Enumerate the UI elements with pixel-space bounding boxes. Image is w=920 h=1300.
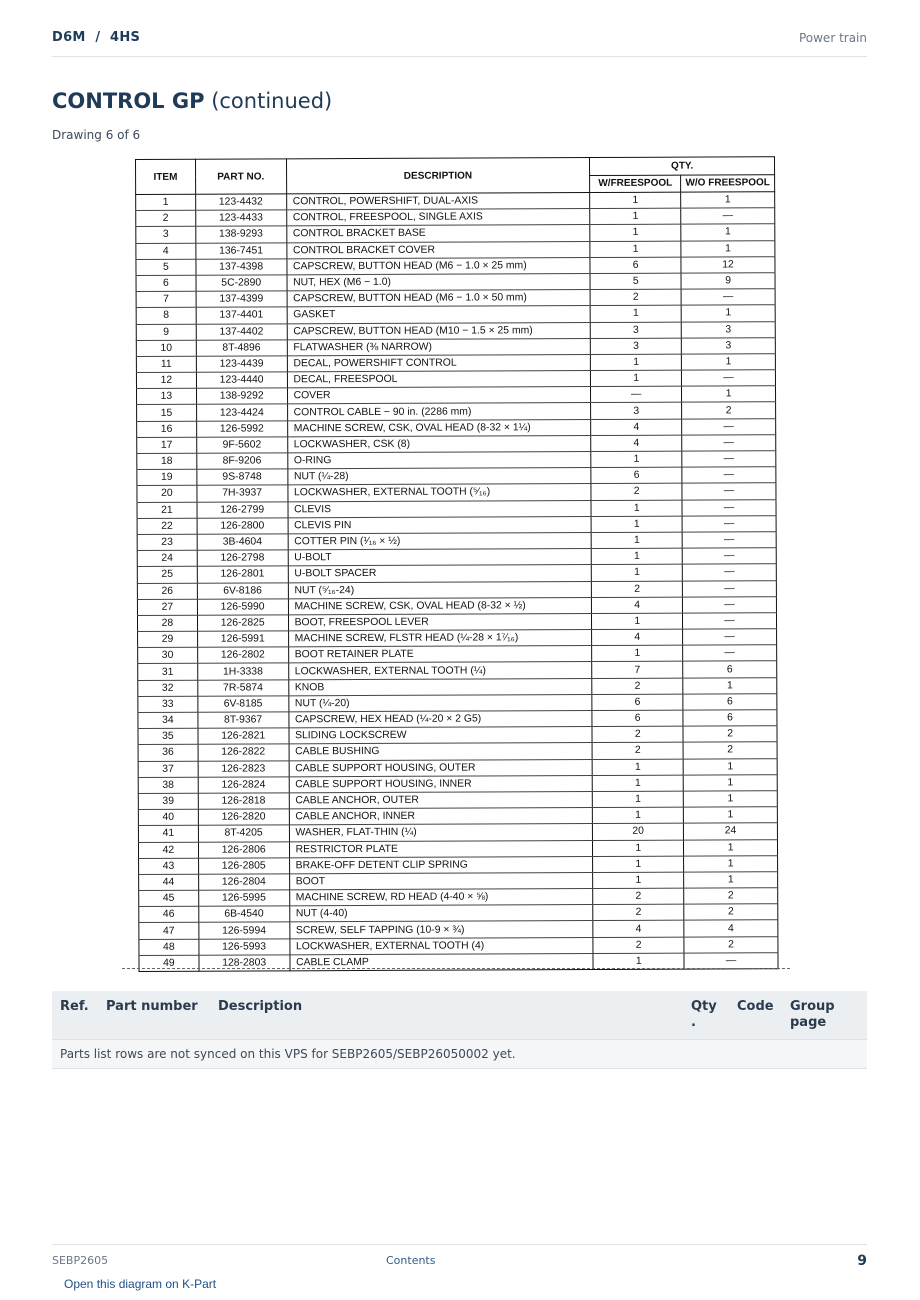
title-suffix: (continued) (204, 89, 333, 113)
item-cell: 45 (139, 890, 199, 906)
item-cell: 10 (136, 340, 196, 356)
qty-w-freespool-cell: 5 (590, 273, 681, 290)
description-cell: CAPSCREW, BUTTON HEAD (M10 − 1.5 × 25 mm) (287, 322, 591, 340)
description-cell: MACHINE SCREW, CSK, OVAL HEAD (8-32 × 1¼) (287, 419, 591, 437)
qty-wo-freespool-cell: — (682, 451, 776, 468)
scan-table (135, 156, 779, 972)
description-cell: CABLE ANCHOR, OUTER (289, 791, 593, 809)
qty-wo-freespool-cell: 1 (681, 192, 775, 209)
item-cell: 24 (137, 550, 197, 566)
qty-wo-freespool-cell: 2 (683, 726, 777, 743)
item-cell: 4 (136, 243, 196, 259)
qty-w-freespool-cell: 1 (590, 192, 681, 209)
qty-wo-freespool-cell: 1 (684, 839, 778, 856)
description-cell: RESTRICTOR PLATE (289, 840, 593, 858)
qty-w-freespool-cell: 1 (590, 305, 681, 322)
part-no-cell: 126-2806 (198, 841, 289, 858)
qty-w-freespool-cell: 20 (593, 823, 684, 840)
qty-w-freespool-cell: 1 (590, 224, 681, 241)
item-cell: 37 (138, 761, 198, 777)
description-cell: LOCKWASHER, CSK (8) (287, 435, 591, 453)
item-cell: 27 (137, 599, 197, 615)
qty-w-freespool-cell: 1 (593, 953, 684, 970)
qty-wo-freespool-cell: — (683, 629, 777, 646)
part-no-cell: 126-2801 (197, 566, 288, 583)
description-cell: CONTROL BRACKET COVER (286, 241, 590, 259)
doc-id: SEBP2605 (52, 1254, 109, 1267)
part-no-cell: 126-2799 (197, 501, 288, 518)
qty-wo-freespool-cell: 3 (681, 337, 775, 354)
part-no-cell: 126-2825 (197, 615, 288, 632)
item-cell: 5 (136, 259, 196, 275)
description-cell: GASKET (287, 306, 591, 324)
qty-wo-freespool-cell: 6 (683, 661, 777, 678)
qty-w-freespool-cell: 6 (591, 467, 682, 484)
qty-w-freespool-cell: 6 (592, 710, 683, 727)
part-no-cell: 126-2824 (198, 777, 289, 794)
description-cell: MACHINE SCREW, CSK, OVAL HEAD (8-32 × ½) (288, 597, 592, 615)
part-no-cell: 126-5995 (198, 890, 289, 907)
description-cell: CONTROL, FREESPOOL, SINGLE AXIS (286, 209, 590, 227)
description-cell: LOCKWASHER, EXTERNAL TOOTH (⁵⁄₁₆) (287, 484, 591, 502)
page-title (52, 89, 332, 113)
part-no-cell: 9S-8748 (197, 469, 288, 486)
description-cell: CONTROL CABLE − 90 in. (2286 mm) (287, 403, 591, 421)
qty-w-freespool-cell: 1 (593, 807, 684, 824)
description-cell: CONTROL, POWERSHIFT, DUAL-AXIS (286, 193, 590, 211)
qty-w-freespool-cell: 4 (593, 921, 684, 938)
qty-wo-freespool-cell: — (683, 613, 777, 630)
qty-w-freespool-cell: 2 (593, 937, 684, 954)
qty-wo-freespool-cell: 6 (683, 694, 777, 711)
qty-wo-freespool-cell: 6 (683, 710, 777, 727)
scan-header-w-freespool: W/FREESPOOL (590, 175, 681, 193)
part-no-cell: 6V-8185 (198, 696, 289, 713)
description-cell: NUT (¼-28) (287, 468, 591, 486)
item-cell: 16 (137, 421, 197, 437)
part-no-cell: 7H-3937 (197, 485, 288, 502)
description-cell: LOCKWASHER, EXTERNAL TOOTH (¼) (288, 662, 592, 680)
part-no-cell: 126-2818 (198, 793, 289, 810)
qty-w-freespool-cell: 2 (592, 742, 683, 759)
model-label: D6M / 4HS (52, 30, 141, 45)
item-cell: 43 (139, 858, 199, 874)
item-cell: 22 (137, 518, 197, 534)
item-cell: 42 (138, 842, 198, 858)
scanned-parts-table (120, 156, 795, 974)
item-cell: 38 (138, 777, 198, 793)
description-cell: U-BOLT (288, 549, 592, 567)
item-cell: 25 (137, 567, 197, 583)
item-cell: 41 (138, 826, 198, 842)
item-cell: 20 (137, 486, 197, 502)
qty-wo-freespool-cell: 1 (683, 677, 777, 694)
part-no-cell: 9F-5602 (197, 437, 288, 454)
description-cell: KNOB (288, 678, 592, 696)
part-no-cell: 123-4424 (196, 404, 287, 421)
qty-w-freespool-cell: 1 (593, 856, 684, 873)
qty-wo-freespool-cell: 4 (684, 920, 778, 937)
item-cell: 29 (138, 631, 198, 647)
qty-w-freespool-cell: 1 (591, 516, 682, 533)
item-cell: 3 (136, 227, 196, 243)
qty-w-freespool-cell: 2 (591, 483, 682, 500)
qty-w-freespool-cell: 2 (593, 904, 684, 921)
scan-header-part-no: PART NO. (195, 159, 286, 194)
item-cell: 39 (138, 793, 198, 809)
qty-w-freespool-cell: 3 (591, 338, 682, 355)
qty-wo-freespool-cell: — (682, 564, 776, 581)
qty-wo-freespool-cell: — (683, 645, 777, 662)
qty-w-freespool-cell: 1 (593, 840, 684, 857)
qty-w-freespool-cell: 2 (593, 888, 684, 905)
scan-bottom-rule (122, 968, 790, 969)
description-cell: BOOT RETAINER PLATE (288, 646, 592, 664)
description-cell: CABLE SUPPORT HOUSING, INNER (289, 775, 593, 793)
part-no-cell: 137-4399 (196, 291, 287, 308)
qty-w-freespool-cell: 1 (591, 354, 682, 371)
qty-w-freespool-cell: 1 (593, 872, 684, 889)
item-cell: 33 (138, 696, 198, 712)
qty-wo-freespool-cell: 1 (682, 386, 776, 403)
description-cell: CABLE CLAMP (290, 953, 594, 971)
item-cell: 35 (138, 728, 198, 744)
item-cell: 44 (139, 874, 199, 890)
part-no-cell: 128-2803 (199, 955, 290, 972)
col-code: Code (737, 999, 774, 1014)
col-ref: Ref. (60, 999, 89, 1014)
qty-wo-freespool-cell: — (684, 953, 778, 970)
part-no-cell: 126-2821 (198, 728, 289, 745)
col-group-page: Group page (790, 999, 835, 1030)
part-no-cell: 126-5990 (197, 599, 288, 616)
qty-w-freespool-cell: 7 (592, 662, 683, 679)
qty-wo-freespool-cell: 1 (684, 855, 778, 872)
qty-wo-freespool-cell: 12 (681, 256, 775, 273)
part-no-cell: 126-2805 (198, 858, 289, 875)
qty-wo-freespool-cell: 2 (683, 742, 777, 759)
qty-w-freespool-cell: 1 (592, 791, 683, 808)
qty-w-freespool-cell: 1 (592, 564, 683, 581)
item-cell: 36 (138, 745, 198, 761)
qty-wo-freespool-cell: — (683, 596, 777, 613)
part-no-cell: 8T-9367 (198, 712, 289, 729)
part-no-cell: 137-4398 (196, 259, 287, 276)
qty-wo-freespool-cell: 1 (681, 305, 775, 322)
part-no-cell: 126-5993 (199, 938, 290, 955)
part-no-cell: 126-2822 (198, 744, 289, 761)
item-cell: 13 (137, 388, 197, 404)
item-cell: 40 (138, 809, 198, 825)
item-cell: 2 (136, 210, 196, 226)
qty-w-freespool-cell: 1 (590, 241, 681, 258)
part-no-cell: 138-9292 (196, 388, 287, 405)
part-no-cell: 126-5992 (196, 420, 287, 437)
qty-wo-freespool-cell: — (682, 467, 776, 484)
qty-w-freespool-cell: 1 (591, 500, 682, 517)
item-cell: 21 (137, 502, 197, 518)
part-no-cell: 8T-4205 (198, 825, 289, 842)
qty-wo-freespool-cell: 9 (681, 273, 775, 290)
part-no-cell: 126-2823 (198, 760, 289, 777)
item-cell: 12 (136, 372, 196, 388)
qty-wo-freespool-cell: — (682, 532, 776, 549)
qty-wo-freespool-cell: 1 (683, 758, 777, 775)
part-no-cell: 5C-2890 (196, 275, 287, 292)
qty-w-freespool-cell: 1 (591, 451, 682, 468)
description-cell: SLIDING LOCKSCREW (289, 727, 593, 745)
contents-link[interactable]: Contents (386, 1254, 436, 1267)
qty-w-freespool-cell: 6 (590, 257, 681, 274)
drawing-caption: Drawing 6 of 6 (52, 128, 141, 142)
kpart-link[interactable]: Open this diagram on K-Part (64, 1277, 217, 1291)
qty-w-freespool-cell: 1 (592, 645, 683, 662)
qty-w-freespool-cell: 1 (592, 775, 683, 792)
item-cell: 23 (137, 534, 197, 550)
qty-wo-freespool-cell: — (682, 515, 776, 532)
qty-w-freespool-cell: 6 (592, 694, 683, 711)
qty-wo-freespool-cell: 2 (684, 936, 778, 953)
qty-wo-freespool-cell: — (682, 499, 776, 516)
qty-wo-freespool-cell: 1 (683, 774, 777, 791)
description-cell: NUT (⁵⁄₁₆-24) (288, 581, 592, 599)
parts-list-header (52, 991, 867, 1039)
qty-w-freespool-cell: 4 (591, 435, 682, 452)
parts-list-message: Parts list rows are not synced on this VPS for SEBP2605/SEBP26050002 yet. (52, 1039, 867, 1069)
part-no-cell: 126-2804 (198, 874, 289, 891)
description-cell: BRAKE-OFF DETENT CLIP SPRING (289, 856, 593, 874)
description-cell: CAPSCREW, HEX HEAD (¼-20 × 2 G5) (288, 711, 592, 729)
item-cell: 19 (137, 469, 197, 485)
qty-wo-freespool-cell: 1 (681, 224, 775, 241)
qty-w-freespool-cell: 2 (592, 581, 683, 598)
part-no-cell: 126-5991 (197, 631, 288, 648)
part-no-cell: 7R-5874 (198, 679, 289, 696)
description-cell: CLEVIS PIN (288, 516, 592, 534)
description-cell: MACHINE SCREW, RD HEAD (4-40 × ⅝) (289, 889, 593, 907)
page-number: 9 (857, 1253, 867, 1269)
item-cell: 6 (136, 275, 196, 291)
qty-w-freespool-cell: 1 (591, 370, 682, 387)
item-cell: 34 (138, 712, 198, 728)
qty-wo-freespool-cell: — (682, 435, 776, 452)
description-cell: BOOT (289, 872, 593, 890)
item-cell: 9 (136, 324, 196, 340)
qty-wo-freespool-cell: — (682, 418, 776, 435)
scan-header-item: ITEM (136, 159, 196, 194)
qty-w-freespool-cell: 1 (592, 613, 683, 630)
qty-w-freespool-cell: 2 (592, 726, 683, 743)
parts-list (52, 991, 867, 1069)
item-cell: 32 (138, 680, 198, 696)
item-cell: 31 (138, 664, 198, 680)
item-cell: 26 (137, 583, 197, 599)
scan-header-description: DESCRIPTION (286, 158, 590, 194)
qty-w-freespool-cell: 1 (590, 208, 681, 225)
description-cell: CAPSCREW, BUTTON HEAD (M6 − 1.0 × 50 mm) (287, 290, 591, 308)
qty-wo-freespool-cell: 1 (683, 791, 777, 808)
qty-w-freespool-cell: — (591, 386, 682, 403)
part-no-cell: 126-5994 (199, 922, 290, 939)
qty-wo-freespool-cell: — (681, 289, 775, 306)
qty-w-freespool-cell: 1 (591, 532, 682, 549)
description-cell: DECAL, POWERSHIFT CONTROL (287, 354, 591, 372)
col-description: Description (218, 999, 303, 1014)
qty-wo-freespool-cell: 2 (682, 402, 776, 419)
description-cell: MACHINE SCREW, FLSTR HEAD (¼-28 × 1⁷⁄₁₆) (288, 630, 592, 648)
item-cell: 48 (139, 939, 199, 955)
qty-w-freespool-cell: 2 (592, 678, 683, 695)
part-no-cell: 3B-4604 (197, 534, 288, 551)
qty-wo-freespool-cell: 1 (681, 354, 775, 371)
item-cell: 30 (138, 647, 198, 663)
qty-wo-freespool-cell: 1 (683, 807, 777, 824)
item-cell: 1 (136, 194, 196, 210)
description-cell: U-BOLT SPACER (288, 565, 592, 583)
scan-table-body (136, 192, 778, 972)
description-cell: CAPSCREW, BUTTON HEAD (M6 − 1.0 × 25 mm) (286, 257, 590, 275)
part-no-cell: 137-4402 (196, 323, 287, 340)
description-cell: CONTROL BRACKET BASE (286, 225, 590, 243)
description-cell: BOOT, FREESPOOL LEVER (288, 613, 592, 631)
qty-w-freespool-cell: 4 (591, 419, 682, 436)
item-cell: 11 (136, 356, 196, 372)
item-cell: 18 (137, 453, 197, 469)
part-no-cell: 8F-9206 (197, 453, 288, 470)
qty-wo-freespool-cell: — (682, 483, 776, 500)
qty-wo-freespool-cell: — (682, 580, 776, 597)
part-no-cell: 123-4432 (195, 194, 286, 211)
description-cell: DECAL, FREESPOOL (287, 371, 591, 389)
page-header (52, 30, 867, 57)
col-part-number: Part number (106, 999, 198, 1014)
qty-wo-freespool-cell: 2 (684, 904, 778, 921)
qty-w-freespool-cell: 1 (591, 548, 682, 565)
description-cell: CABLE ANCHOR, INNER (289, 808, 593, 826)
description-cell: NUT, HEX (M6 − 1.0) (287, 273, 591, 291)
qty-wo-freespool-cell: 24 (684, 823, 778, 840)
part-no-cell: 8T-4896 (196, 340, 287, 357)
description-cell: COTTER PIN (¹⁄₁₆ × ½) (288, 532, 592, 550)
description-cell: WASHER, FLAT-THIN (¼) (289, 824, 593, 842)
qty-w-freespool-cell: 4 (592, 629, 683, 646)
qty-w-freespool-cell: 3 (591, 403, 682, 420)
part-no-cell: 126-2820 (198, 809, 289, 826)
part-no-cell: 123-4433 (196, 210, 287, 227)
part-no-cell: 136-7451 (196, 242, 287, 259)
qty-w-freespool-cell: 2 (590, 289, 681, 306)
qty-w-freespool-cell: 4 (592, 597, 683, 614)
description-cell: COVER (287, 387, 591, 405)
section-label: Power train (798, 31, 867, 45)
item-cell: 28 (137, 615, 197, 631)
item-cell: 46 (139, 906, 199, 922)
item-cell: 8 (136, 308, 196, 324)
part-no-cell: 137-4401 (196, 307, 287, 324)
description-cell: CABLE SUPPORT HOUSING, OUTER (289, 759, 593, 777)
part-no-cell: 1H-3338 (197, 663, 288, 680)
scan-header-qty: QTY. (590, 157, 775, 175)
qty-w-freespool-cell: 1 (592, 759, 683, 776)
description-cell: NUT (4-40) (289, 905, 593, 923)
part-no-cell: 123-4439 (196, 356, 287, 373)
qty-wo-freespool-cell: 2 (684, 888, 778, 905)
part-no-cell: 126-2802 (197, 647, 288, 664)
part-no-cell: 126-2800 (197, 518, 288, 535)
part-no-cell: 138-9293 (196, 226, 287, 243)
part-no-cell: 6V-8186 (197, 582, 288, 599)
item-cell: 15 (137, 405, 197, 421)
item-cell: 49 (139, 955, 199, 971)
description-cell: LOCKWASHER, EXTERNAL TOOTH (4) (289, 937, 593, 955)
part-no-cell: 126-2798 (197, 550, 288, 567)
description-cell: NUT (¼-20) (288, 694, 592, 712)
item-cell: 7 (136, 291, 196, 307)
part-no-cell: 6B-4540 (199, 906, 290, 923)
item-cell: 17 (137, 437, 197, 453)
description-cell: O-RING (287, 452, 591, 470)
item-cell: 47 (139, 923, 199, 939)
part-no-cell: 123-4440 (196, 372, 287, 389)
description-cell: FLATWASHER (⅜ NARROW) (287, 338, 591, 356)
description-cell: CLEVIS (288, 500, 592, 518)
scan-header-wo-freespool: W/O FREESPOOL (681, 174, 775, 192)
qty-wo-freespool-cell: 1 (684, 872, 778, 889)
qty-wo-freespool-cell: — (681, 208, 775, 225)
qty-wo-freespool-cell: — (682, 548, 776, 565)
description-cell: SCREW, SELF TAPPING (10-9 × ¾) (289, 921, 593, 939)
page-footer (52, 1244, 867, 1275)
col-qty: Qty . (691, 999, 717, 1030)
qty-wo-freespool-cell: 1 (681, 240, 775, 257)
qty-w-freespool-cell: 3 (590, 322, 681, 339)
qty-wo-freespool-cell: — (682, 370, 776, 387)
qty-wo-freespool-cell: 3 (681, 321, 775, 338)
description-cell: CABLE BUSHING (289, 743, 593, 761)
title-main: CONTROL GP (52, 89, 205, 113)
